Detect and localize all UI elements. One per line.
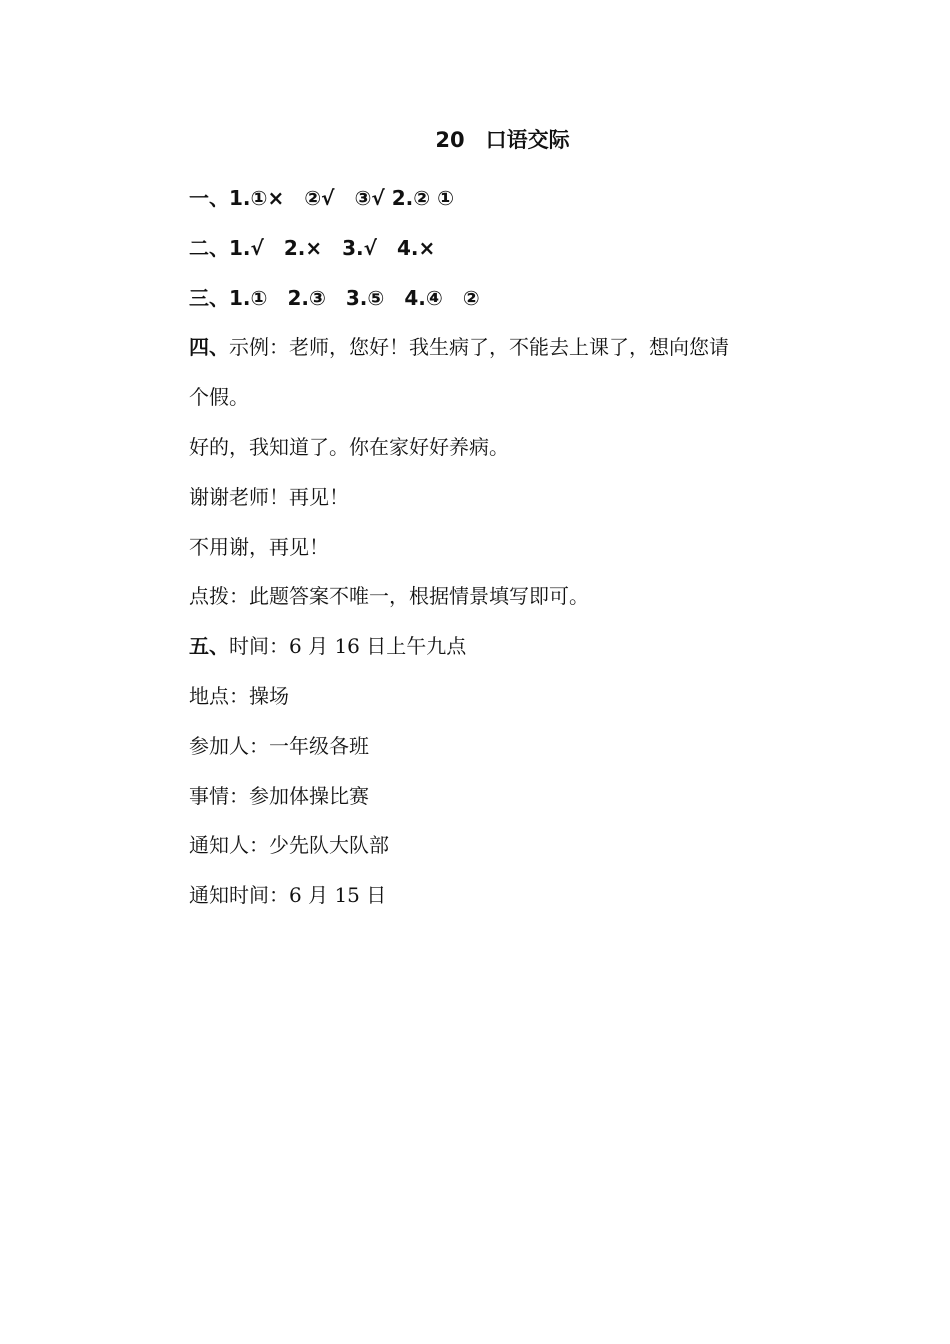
hint-line: 点拨：此题答案不唯一，根据情景填写即可。 bbox=[189, 584, 589, 609]
section-3-text: 1.① 2.③ 3.⑤ 4.④ ② bbox=[229, 285, 480, 310]
section-5-label: 五、 bbox=[189, 634, 229, 659]
page-title: 20 口语交际 bbox=[435, 128, 570, 152]
section-5-text-1: 时间：6 月 16 日上午九点 bbox=[229, 634, 467, 659]
notice-detail-line: 通知人：少先队大队部 bbox=[189, 833, 389, 858]
notice-detail-line: 参加人：一年级各班 bbox=[189, 733, 369, 758]
section-5-line-1 bbox=[189, 622, 799, 672]
dialog-line: 谢谢老师！再见！ bbox=[189, 484, 349, 509]
answer-content bbox=[189, 174, 799, 921]
section-1-text: 1.①× ②√ ③√ 2.② ① bbox=[229, 186, 455, 210]
section-2-text: 1.√ 2.× 3.√ 4.× bbox=[229, 235, 436, 260]
dialog-line: 不用谢，再见！ bbox=[189, 534, 329, 559]
section-1-line bbox=[189, 174, 799, 224]
section-4-line-1 bbox=[189, 323, 799, 373]
section-2-label: 二、 bbox=[189, 235, 229, 260]
dialog-line: 好的，我知道了。你在家好好养病。 bbox=[189, 434, 509, 459]
section-2-line bbox=[189, 224, 799, 274]
section-4-line-2: 个假。 bbox=[189, 385, 249, 410]
section-4-label: 四、 bbox=[189, 335, 229, 360]
notice-detail-line: 通知时间：6 月 15 日 bbox=[189, 883, 387, 908]
section-4-text-1: 示例：老师，您好！我生病了，不能去上课了，想向您请 bbox=[229, 335, 729, 360]
notice-detail-line: 事情：参加体操比赛 bbox=[189, 783, 369, 808]
notice-detail-line: 地点：操场 bbox=[189, 683, 289, 708]
section-3-line bbox=[189, 274, 799, 324]
section-3-label: 三、 bbox=[189, 285, 229, 310]
section-1-label: 一、 bbox=[189, 186, 229, 210]
